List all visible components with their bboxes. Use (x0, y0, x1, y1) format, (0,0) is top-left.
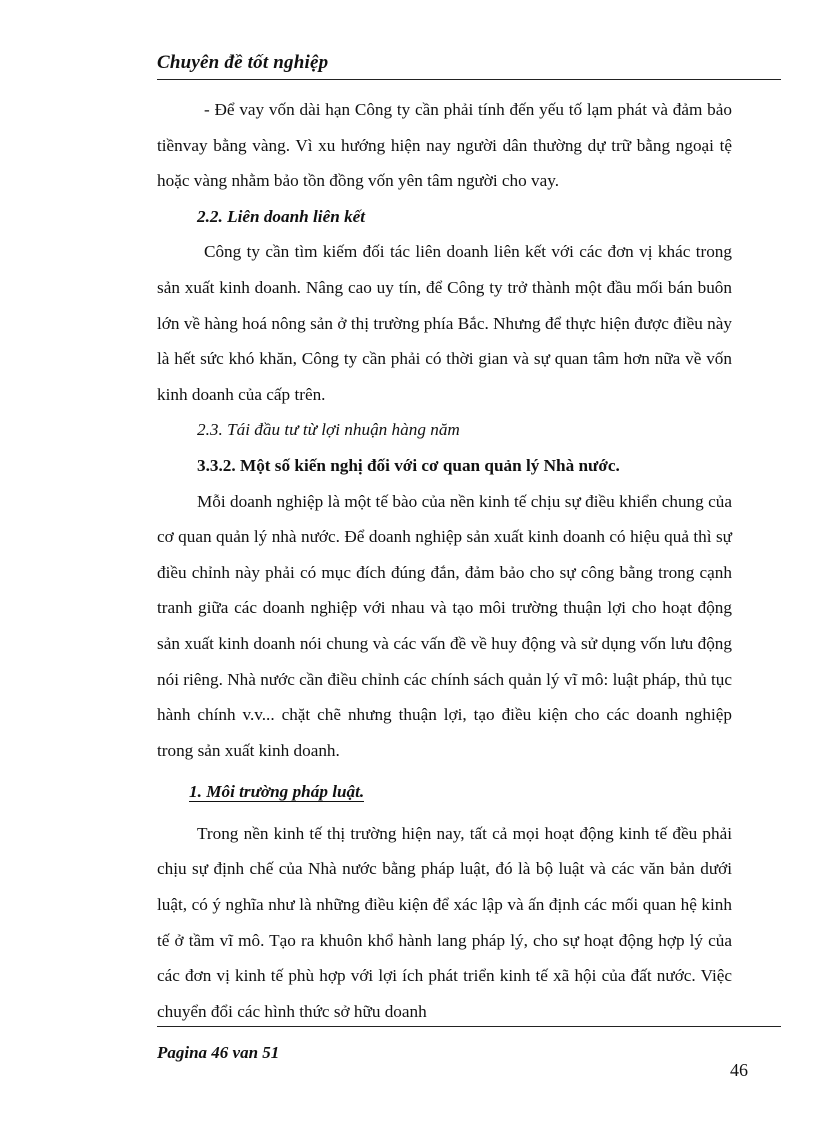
header-divider (157, 79, 781, 80)
paragraph-legal-environment: Trong nền kinh tế thị trường hiện nay, tất cả mọi hoạt động kinh tế đều phải chịu sự định chế của Nhà nước bằng pháp luật, đó là bộ luật và các văn bản dưới luật, có ý nghĩa như là những điều kiện để xác lập và ấn định các mối quan hệ kinh tế ở tầm vĩ mô. Tạo ra khuôn khổ hành lang pháp lý, cho sự hoạt động hợp lý của các đơn vị kinh tế phù hợp với lợi ích phát triển kinh tế xã hội của đất nước. Việc chuyển đổi các hình thức sở hữu doanh (157, 823, 732, 1021)
heading-1-text: 1. Môi trường pháp luật. (189, 782, 365, 802)
paragraph-loan-inflation: - Để vay vốn dài hạn Công ty cần phải tính đến yếu tố lạm phát và đảm bảo tiềnvay bằng vàng. Vì xu hướng hiện nay người dân thường dự trữ bằng ngoại tệ hoặc vàng nhằm bảo tồn đồng vốn yên tâm người cho vay. (157, 100, 732, 191)
heading-2-2: 2.2. Liên doanh liên kết (197, 206, 366, 226)
document-header-title: Chuyên đề tốt nghiệp (157, 52, 329, 73)
footer-page-label: Pagina 46 van 51 (157, 1043, 280, 1062)
heading-3-3-2: 3.3.2. Một số kiến nghị đối với cơ quan quản lý Nhà nước. (197, 455, 620, 475)
heading-2-3: 2.3. Tái đầu tư từ lợi nhuận hàng năm (197, 420, 460, 440)
paragraph-state-management: Mỗi doanh nghiệp là một tế bào của nền kinh tế chịu sự điều khiển chung của cơ quan quản lý nhà nước. Để doanh nghiệp sản xuất kinh doanh có hiệu quả thì sự điều chỉnh này phải có mục đích đúng đắn, đảm bảo cho sự công bằng trong cạnh tranh giữa các doanh nghiệp với nhau và tạo môi trường thuận lợi cho hoạt động sản xuất kinh doanh nói chung và các vấn đề về huy động và sử dụng vốn lưu động nói riêng. Nhà nước cần điều chỉnh các chính sách quản lý vĩ mô: luật pháp, thủ tục hành chính v.v... chặt chẽ nhưng thuận lợi, tạo điều kiện cho các doanh nghiệp trong sản xuất kinh doanh. (157, 491, 732, 760)
document-body (157, 92, 732, 1029)
footer-divider (157, 1026, 781, 1027)
paragraph-joint-venture: Công ty cần tìm kiếm đối tác liên doanh liên kết với các đơn vị khác trong sản xuất kinh doanh. Nâng cao uy tín, để Công ty trở thành một đầu mối bán buôn lớn về hàng hoá nông sản ở thị trường phía Bắc. Nhưng để thực hiện được điều này là hết sức khó khăn, Công ty cần phải có thời gian và sự quan tâm hơn nữa về vốn kinh doanh của cấp trên. (157, 242, 732, 404)
heading-1-legal-environment (157, 774, 732, 810)
page-number: 46 (730, 1060, 748, 1080)
